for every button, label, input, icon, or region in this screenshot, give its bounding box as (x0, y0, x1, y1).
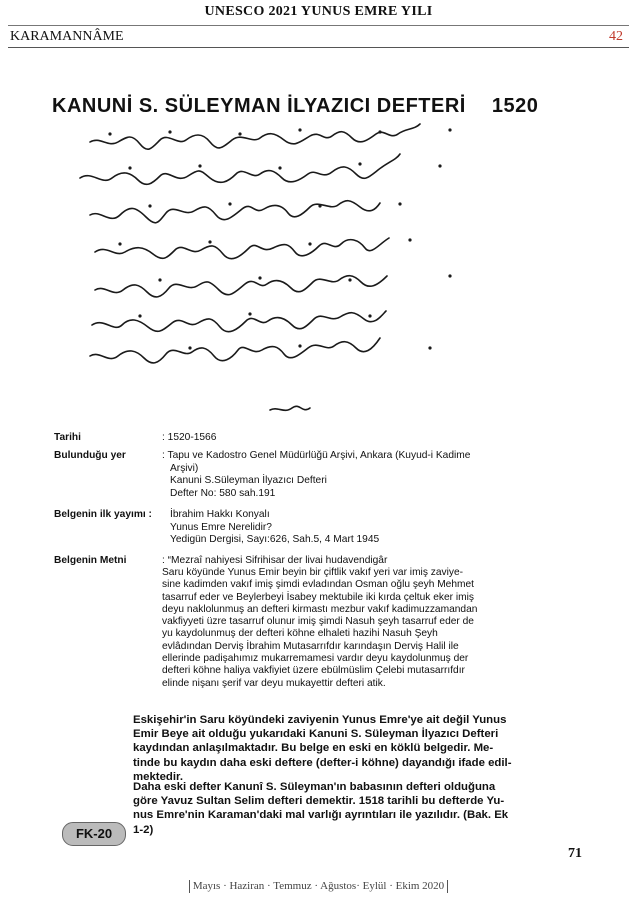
ottoman-manuscript-image (50, 120, 540, 425)
transcription-line: sine kadimden vakıf imiş şimdi evladından Osman oğlu şeyh Mehmet (162, 579, 474, 591)
inner-page-number: 71 (568, 846, 582, 861)
transcription-line: defteri köhne haliya vakfiyiet üzere ebülmüslim Çelebi mutasarrıfdır (162, 665, 465, 677)
field-value: : “Mezraî nahiyesi Sifrihisar der livai hudavendigâr (162, 555, 388, 566)
transcription-line: elinde nişanı şerif var deyu mukayettir defteri atik. (162, 677, 386, 689)
value-line: İbrahim Hakkı Konyalı (170, 509, 270, 520)
value-line: Yunus Emre Nerelidir? (170, 521, 272, 533)
transcription-line: vakfiyyeti üzre tasarruf olunur imiş şimdi Nasuh şeyh tasarruf eder de (162, 616, 474, 628)
field-value: : 1520-1566 (162, 432, 217, 443)
transcription-line: evlâdından Derviş İbrahim Mutasarrıfdır karındaşın Derviş Halil ile (162, 640, 459, 652)
header-rule (8, 25, 629, 26)
field-label: Belgenin Metni (54, 555, 127, 566)
summary-line: nus Emre'nin Karaman'daki mal varlığı ayrıntıları ile yazılıdır. (Bak. Ek (133, 809, 509, 822)
journal-title: UNESCO 2021 YUNUS EMRE YILI (204, 4, 433, 19)
document-title (52, 95, 538, 118)
footer-divider (447, 880, 448, 893)
footer-divider (189, 880, 190, 893)
summary-paragraph-2 (133, 780, 563, 837)
field-label: Belgenin ilk yayımı : (54, 509, 152, 520)
summary-line: kaydından anlaşılmaktadır. Bu belge en eski en köklü belgedir. Me- (133, 742, 494, 755)
transcription-text (162, 567, 562, 690)
field-label: Tarihi (54, 432, 81, 443)
document-year: 1520 (491, 95, 539, 117)
summary-line: göre Yavuz Sultan Selim defteri demektir. 1518 tarihli bu defterde Yu- (133, 795, 505, 808)
transcription-line: tasarruf eder ve Beylerbeyi İsabey mektubile iki kırda çeltuk eker imiş (162, 591, 474, 603)
summary-line: Daha eski defter Kanunî S. Süleyman'ın babasının defteri olduğuna (133, 781, 496, 793)
summary-line: mektedir. (133, 770, 184, 783)
field-value (170, 509, 379, 547)
section-title: KARAMANNÂME (10, 29, 124, 44)
value-line: Kanuni S.Süleyman İlyazıcı Defteri (170, 475, 327, 487)
transcription-line: ellerinde padişahımız mukarremamesi vardır deyu kaydolunmuş der (162, 653, 469, 665)
summary-line: 1-2) (133, 823, 154, 836)
summary-paragraph-1 (133, 713, 563, 784)
field-value (162, 450, 470, 500)
transcription-line: Saru köyünde Yunus Emir beyin bir çiftlik vakıf yeri var imiş zaviye- (162, 567, 464, 578)
summary-line: tinde bu kaydın daha eski deftere (defter-i köhne) dayandığı ifade edil- (133, 756, 512, 769)
header-rule (8, 47, 629, 48)
transcription-line: deyu naklolunmuş an defteri kirmastı mezbur vakıf kadimuzzamandan (162, 603, 478, 615)
value-line: Yedigün Dergisi, Sayı:626, Sah.5, 4 Mart 1945 (170, 534, 380, 546)
fk-badge: FK-20 (62, 822, 126, 846)
value-line: Arşivi) (170, 462, 199, 474)
value-line: Defter No: 580 sah.191 (170, 487, 276, 499)
summary-line: Eskişehir'in Saru köyündeki zaviyenin Yunus Emre'ye ait değil Yunus (133, 714, 507, 726)
value-line: : Tapu ve Kadostro Genel Müdürlüğü Arşivi, Ankara (Kuyud-i Kadime (162, 450, 471, 461)
document-title-text: KANUNİ S. SÜLEYMAN İLYAZICI DEFTERİ (52, 95, 466, 117)
footer-text: Mayıs · Haziran · Temmuz · Ağustos· Eylül · Ekim 2020 (192, 880, 445, 893)
page-number: 42 (609, 29, 623, 44)
field-label: Bulunduğu yer (54, 450, 126, 461)
transcription-line: yu kaydolunmuş der defteri köhne elhaleti hazihi Nasuh Şeyh (162, 628, 438, 640)
summary-line: Emir Beye ait olduğu yukarıdaki Kanuni S. Süleyman İlyazıcı Defteri (133, 728, 499, 741)
footer (0, 880, 637, 893)
